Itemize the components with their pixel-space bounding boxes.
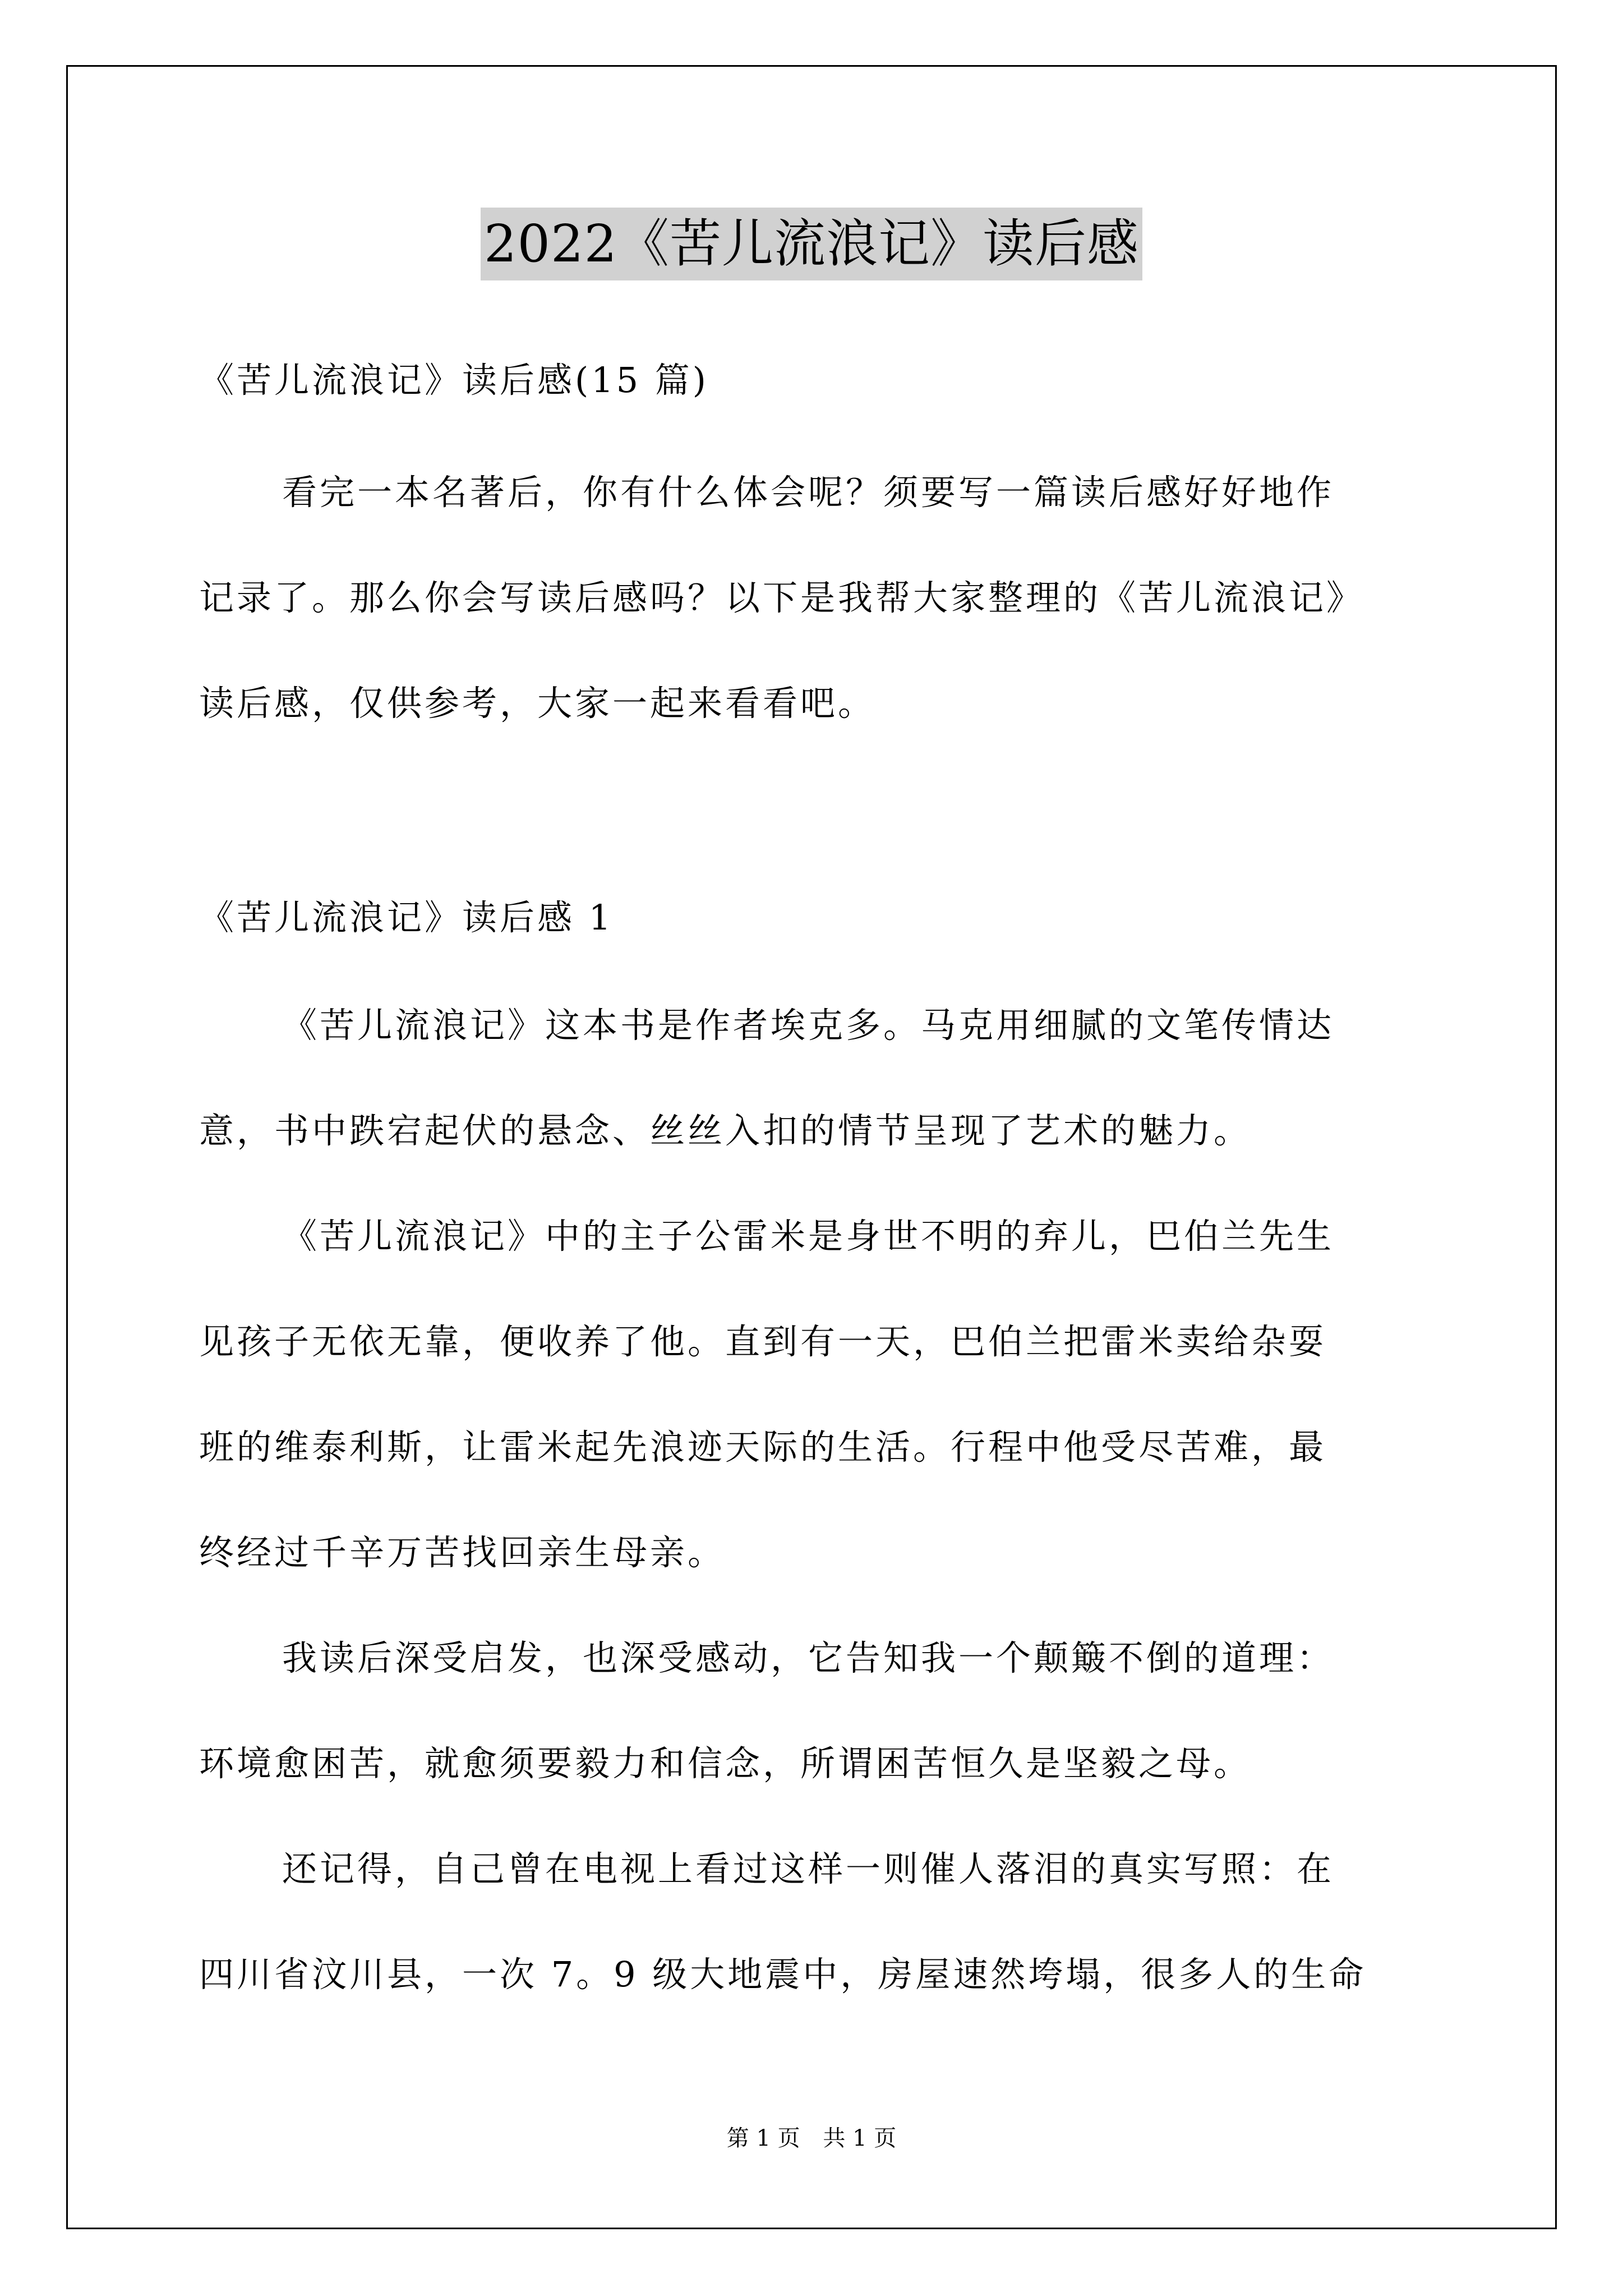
paragraph-line: 班的维泰利斯，让雷米起先浪迹天际的生活。行程中他受尽苦难，最: [199, 1427, 1327, 1467]
document-title: 2022《苦儿流浪记》读后感: [481, 208, 1142, 280]
title-container: [0, 208, 1623, 280]
section-heading: 《苦儿流浪记》读后感 1: [199, 897, 614, 938]
intro-line: 看完一本名著后，你有什么体会呢？须要写一篇读后感好好地作: [282, 472, 1335, 513]
document-subtitle: 《苦儿流浪记》读后感(15 篇): [199, 360, 709, 401]
intro-line: 记录了。那么你会写读后感吗？以下是我帮大家整理的《苦儿流浪记》: [199, 577, 1364, 618]
paragraph-line: 见孩子无依无靠，便收养了他。直到有一天，巴伯兰把雷米卖给杂耍: [199, 1321, 1327, 1362]
intro-line: 读后感，仅供参考，大家一起来看看吧。: [199, 683, 876, 724]
paragraph-line: 我读后深受启发，也深受感动，它告知我一个颠簸不倒的道理：: [282, 1637, 1335, 1678]
page-footer: [0, 2120, 1623, 2152]
paragraph-line: 《苦儿流浪记》这本书是作者埃克多。马克用细腻的文笔传情达: [282, 1005, 1335, 1046]
paragraph-line: 四川省汶川县，一次 7。9 级大地震中，房屋速然垮塌，很多人的生命: [199, 1954, 1367, 1995]
paragraph-line: 《苦儿流浪记》中的主子公雷米是身世不明的弃儿，巴伯兰先生: [282, 1216, 1335, 1257]
paragraph-line: 环境愈困苦，就愈须要毅力和信念，所谓困苦恒久是坚毅之母。: [199, 1743, 1252, 1784]
page-number-total: 共 1 页: [823, 2125, 897, 2151]
paragraph-line: 终经过千辛万苦找回亲生母亲。: [199, 1532, 726, 1573]
page-number-current: 第 1 页: [726, 2125, 800, 2151]
paragraph-line: 意，书中跌宕起伏的悬念、丝丝入扣的情节呈现了艺术的魅力。: [199, 1110, 1252, 1151]
paragraph-line: 还记得，自己曾在电视上看过这样一则催人落泪的真实写照：在: [282, 1848, 1335, 1889]
